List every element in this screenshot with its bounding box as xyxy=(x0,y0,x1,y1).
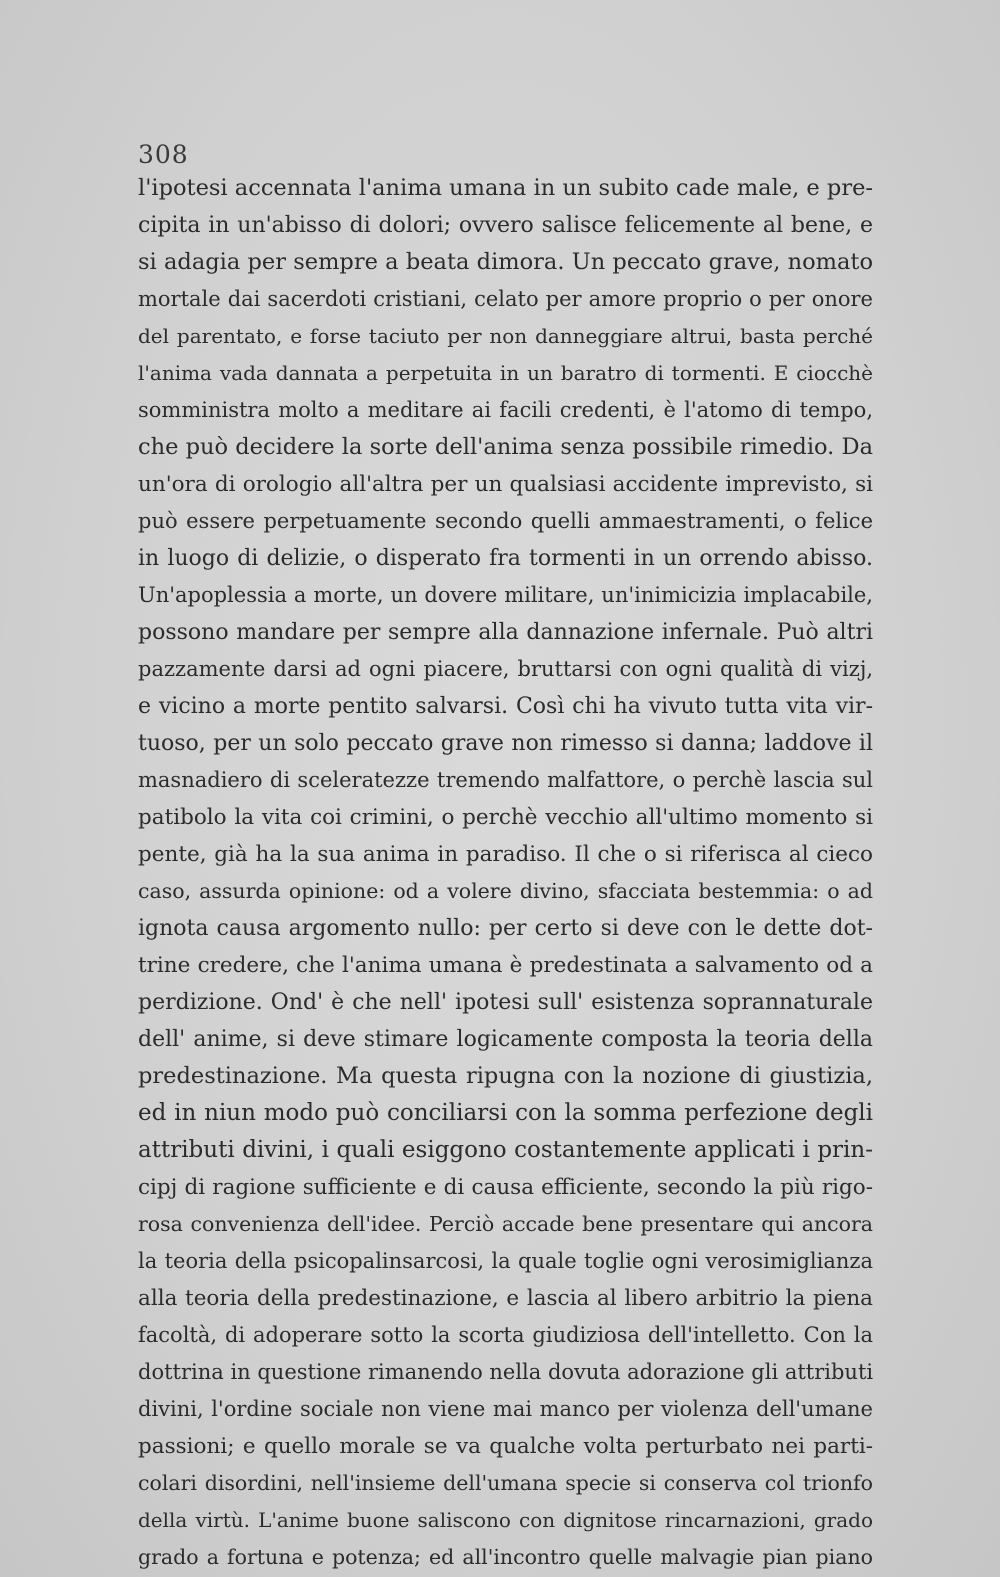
text-line: pazzamente darsi ad ogni piacere, bruttarsi con ogni qualità di vizj, xyxy=(138,657,873,681)
text-line: perdizione. Ond' è che nell' ipotesi sull' esistenza soprannaturale xyxy=(138,990,873,1015)
text-line: può essere perpetuamente secondo quelli ammaestramenti, o felice xyxy=(138,509,873,533)
text-line: caso, assurda opinione: od a volere divino, sfacciata bestemmia: o ad xyxy=(138,879,873,903)
text-line: tuoso, per un solo peccato grave non rimesso si danna; laddove il xyxy=(138,731,873,756)
text-line: ed in niun modo può conciliarsi con la somma perfezione degli xyxy=(138,1100,873,1126)
text-line: predestinazione. Ma questa ripugna con la nozione di giustizia, xyxy=(138,1063,873,1089)
text-line: cipj di ragione sufficiente e di causa efficiente, secondo la più rigo- xyxy=(138,1175,873,1200)
text-line: un'ora di orologio all'altra per un qualsiasi accidente imprevisto, si xyxy=(138,472,873,497)
text-line: dottrina in questione rimanendo nella dovuta adorazione gli attributi xyxy=(138,1360,874,1384)
text-line: ignota causa argomento nullo: per certo si deve con le dette dot- xyxy=(138,916,873,941)
text-line: patibolo la vita coi crimini, o perchè vecchio all'ultimo momento si xyxy=(138,805,873,830)
text-line: Un'apoplessia a morte, un dovere militare, un'inimicizia implacabile, xyxy=(138,583,873,607)
text-line: divini, l'ordine sociale non viene mai manco per violenza dell'umane xyxy=(138,1397,873,1421)
text-line: rosa convenienza dell'idee. Perciò accade bene presentare qui ancora xyxy=(138,1212,873,1236)
text-line: dell' anime, si deve stimare logicamente composta la teoria della xyxy=(138,1027,873,1052)
text-line: in luogo di delizie, o disperato fra tormenti in un orrendo abisso. xyxy=(138,546,873,571)
text-line: passioni; e quello morale se va qualche volta perturbato nei parti- xyxy=(138,1434,873,1459)
text-line: si adagia per sempre a beata dimora. Un peccato grave, nomato xyxy=(138,249,873,275)
text-line: del parentato, e forse taciuto per non danneggiare altrui, basta perché xyxy=(138,324,873,348)
text-line: mortale dai sacerdoti cristiani, celato per amore proprio o per onore xyxy=(138,287,873,311)
page-number: 308 xyxy=(138,140,189,169)
text-line: somministra molto a meditare ai facili credenti, è l'atomo di tempo, xyxy=(138,398,873,422)
text-line: l'ipotesi accennata l'anima umana in un subito cade male, e pre- xyxy=(138,175,873,201)
text-line: attributi divini, i quali esiggono costantemente applicati i prin- xyxy=(138,1137,873,1163)
text-line: che può decidere la sorte dell'anima senza possibile rimedio. Da xyxy=(138,434,873,460)
text-line: pente, già ha la sua anima in paradiso. Il che o si riferisca al cieco xyxy=(138,842,873,867)
text-line: possono mandare per sempre alla dannazione infernale. Può altri xyxy=(138,620,873,645)
text-line: trine credere, che l'anima umana è predestinata a salvamento od a xyxy=(138,953,873,978)
text-line: colari disordini, nell'insieme dell'umana specie si conserva col trionfo xyxy=(138,1471,873,1495)
text-line: l'anima vada dannata a perpetuita in un baratro di tormenti. E ciocchè xyxy=(138,361,873,385)
text-line: della virtù. L'anime buone saliscono con dignitose rincarnazioni, grado xyxy=(138,1508,873,1532)
text-line: alla teoria della predestinazione, e lascia al libero arbitrio la piena xyxy=(138,1286,873,1311)
text-line: e vicino a morte pentito salvarsi. Così chi ha vivuto tutta vita vir- xyxy=(138,694,873,719)
text-line: grado a fortuna e potenza; ed all'incontro quelle malvagie pian piano xyxy=(138,1545,873,1569)
text-line: masnadiero di sceleratezze tremendo malfattore, o perchè lascia sul xyxy=(138,768,873,792)
text-line: facoltà, di adoperare sotto la scorta giudiziosa dell'intelletto. Con la xyxy=(138,1323,873,1347)
text-line: la teoria della psicopalinsarcosi, la quale toglie ogni verosimiglianza xyxy=(138,1249,873,1273)
text-line: cipita in un'abisso di dolori; ovvero salisce felicemente al bene, e xyxy=(138,213,873,238)
body-text xyxy=(138,170,873,1576)
